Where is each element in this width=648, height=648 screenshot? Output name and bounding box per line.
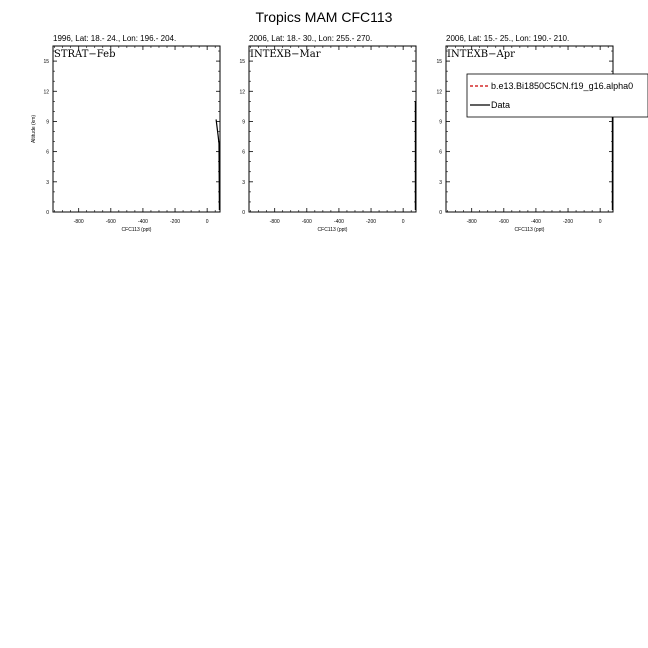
y-tick-label: 0 (242, 210, 245, 216)
x-tick-label: -200 (366, 219, 377, 225)
x-tick-label: -600 (301, 219, 312, 225)
y-tick-label: 9 (242, 119, 245, 126)
series-line-data (216, 119, 219, 210)
x-tick-label: -400 (333, 219, 344, 225)
y-tick-label: 12 (43, 89, 49, 96)
x-tick-label: 0 (401, 219, 405, 225)
x-axis-label: CFC113 (ppt) (121, 227, 152, 233)
panel-label: STRAT−Feb (54, 49, 116, 60)
panel-subtitle: 2006, Lat: 18.- 30., Lon: 255.- 270. (249, 34, 373, 43)
y-axis-label: Altitude (km) (31, 114, 37, 144)
figure-title: Tropics MAM CFC113 (255, 9, 393, 25)
y-tick-label: 12 (436, 89, 442, 96)
chart-panel-1 (31, 34, 220, 233)
x-tick-label: -800 (269, 219, 280, 225)
y-tick-label: 3 (242, 179, 245, 186)
y-tick-label: 9 (439, 119, 442, 126)
plot-frame (249, 46, 416, 212)
panel-label: INTEXB−Mar (250, 49, 321, 60)
x-tick-label: -800 (73, 219, 84, 225)
x-tick-label: 0 (205, 219, 209, 225)
y-tick-label: 0 (439, 210, 442, 216)
plot-frame (446, 46, 613, 212)
x-tick-label: -600 (105, 219, 116, 225)
plot-frame (53, 46, 220, 212)
x-axis-label: CFC113 (ppt) (317, 227, 348, 233)
y-tick-label: 12 (239, 89, 245, 96)
legend-entry-label: Data (491, 100, 511, 110)
x-tick-label: -600 (498, 219, 509, 225)
legend (467, 74, 648, 117)
panel-label: INTEXB−Apr (447, 49, 515, 60)
y-tick-label: 6 (46, 149, 49, 156)
chart-panel-3 (436, 34, 613, 233)
y-tick-label: 15 (239, 59, 245, 66)
y-tick-label: 3 (439, 179, 442, 186)
panels (31, 34, 613, 233)
x-tick-label: -400 (530, 219, 541, 225)
y-tick-label: 6 (242, 149, 245, 156)
x-tick-label: 0 (598, 219, 602, 225)
y-tick-label: 15 (436, 59, 442, 66)
y-tick-label: 3 (46, 179, 49, 186)
x-tick-label: -200 (563, 219, 574, 225)
x-tick-label: -200 (170, 219, 181, 225)
y-tick-label: 0 (46, 210, 49, 216)
y-tick-label: 6 (439, 149, 442, 156)
x-axis-label: CFC113 (ppt) (514, 227, 545, 233)
y-tick-label: 9 (46, 119, 49, 126)
x-tick-label: -800 (466, 219, 477, 225)
chart-panel-2 (239, 34, 416, 233)
panel-subtitle: 2006, Lat: 15.- 25., Lon: 190.- 210. (446, 34, 570, 43)
legend-entry-label: b.e13.Bi1850C5CN.f19_g16.alpha0 (491, 81, 634, 91)
y-tick-label: 15 (43, 59, 49, 66)
x-tick-label: -400 (137, 219, 148, 225)
panel-subtitle: 1996, Lat: 18.- 24., Lon: 196.- 204. (53, 34, 177, 43)
